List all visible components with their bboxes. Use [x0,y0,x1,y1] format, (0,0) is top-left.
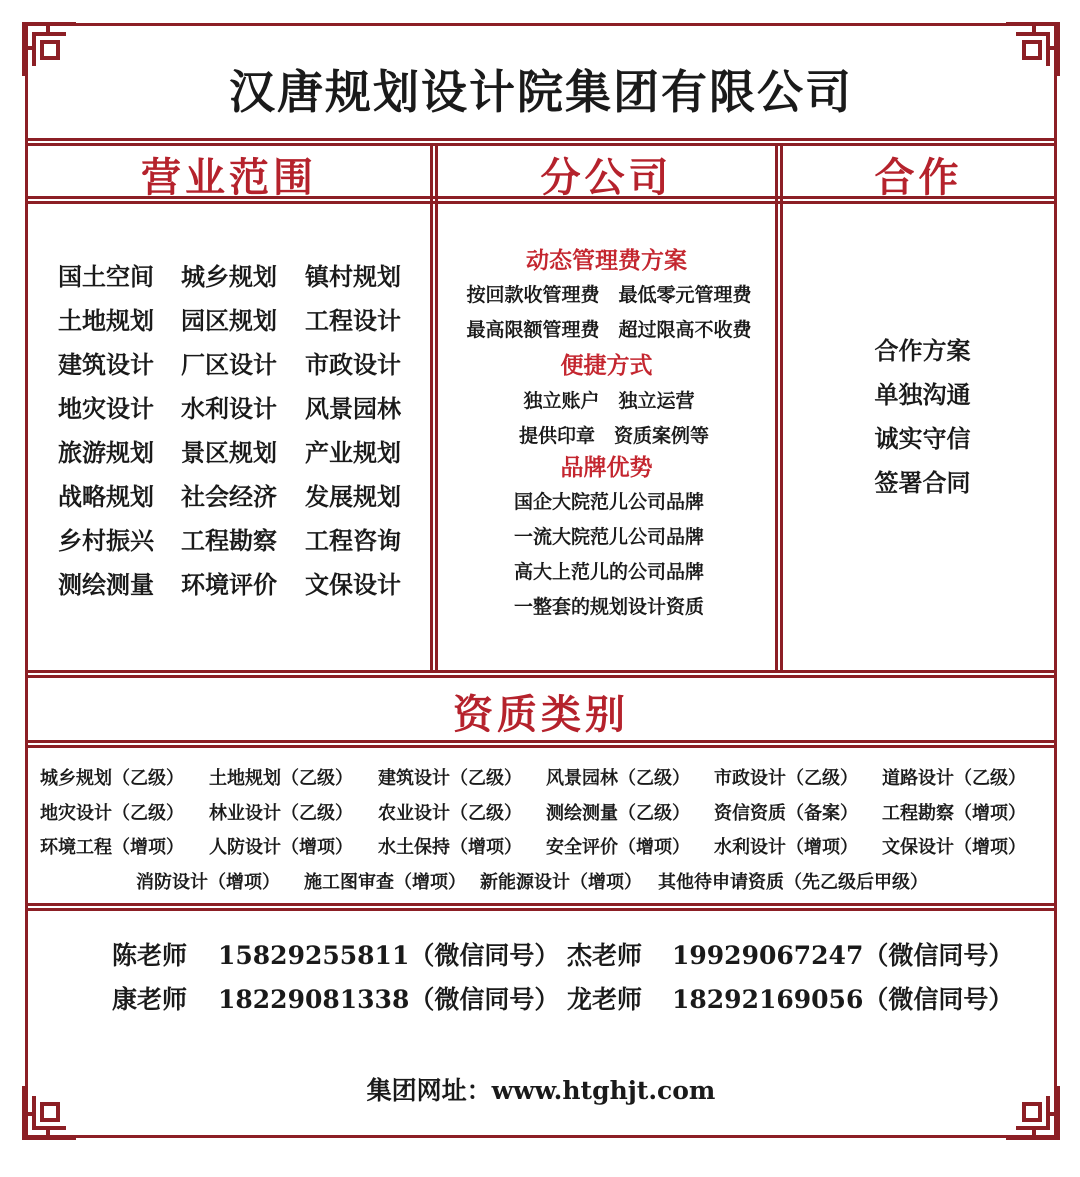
qualification-item: 水土保持（增项） [378,837,522,858]
qualification-item: 新能源设计（增项） [480,872,642,893]
qualification-item: 水利设计（增项） [714,837,858,858]
business-item: 风景园林 [305,395,401,423]
convenience-line: 提供印章 资质案例等 [518,425,709,447]
divider-col2b [780,143,783,670]
convenience-title: 便捷方式 [560,353,653,379]
business-item: 产业规划 [305,439,401,467]
business-item: 厂区设计 [181,351,277,379]
cooperation-item: 合作方案 [874,337,971,365]
business-item: 文保设计 [305,571,401,599]
contact-phone[interactable]: 18292169056（微信同号） [672,985,1014,1014]
qualification-item: 人防设计（增项） [209,837,353,858]
qualification-item: 林业设计（乙级） [209,803,353,824]
qualification-item: 施工图审查（增项） [304,872,466,893]
divider-qual-head2 [25,745,1057,748]
branch-heading: 分公司 [540,155,673,201]
cooperation-item: 诚实守信 [874,425,971,453]
business-item: 环境评价 [181,571,277,599]
business-item: 发展规划 [305,483,401,511]
qualification-item: 建筑设计（乙级） [378,768,522,789]
divider-contact2 [25,908,1057,911]
business-item: 水利设计 [181,395,277,423]
qualifications-heading: 资质类别 [453,692,629,738]
business-scope-heading: 营业范围 [141,155,317,201]
cooperation-heading: 合作 [874,155,963,201]
qualification-item: 资信资质（备案） [714,803,858,824]
business-item: 国土空间 [58,263,154,291]
contact-name: 龙老师 [567,985,643,1014]
business-item: 战略规划 [58,483,154,511]
cooperation-item: 单独沟通 [874,381,971,409]
fee-plan-title: 动态管理费方案 [526,248,687,274]
contact-name: 陈老师 [112,941,188,970]
website-link[interactable]: 集团网址：www.htghjt.com [366,1076,716,1105]
business-item: 乡村振兴 [58,527,154,555]
divider-col1 [430,143,433,670]
cooperation-item: 签署合同 [874,469,971,497]
contact-name: 康老师 [112,985,188,1014]
fee-plan-line: 最高限额管理费 超过限高不收费 [466,319,752,341]
divider-contact [25,903,1057,906]
qualification-item: 城乡规划（乙级） [40,768,184,789]
business-item: 市政设计 [305,351,401,379]
qualification-item: 风景园林（乙级） [546,768,690,789]
qualification-item: 文保设计（增项） [882,837,1026,858]
fee-plan-line: 按回款收管理费 最低零元管理费 [466,284,752,306]
convenience-line: 独立账户 独立运营 [523,390,695,412]
contact-name: 杰老师 [567,941,643,970]
contact-phone[interactable]: 15829255811（微信同号） [218,941,560,970]
business-item: 工程咨询 [305,527,401,555]
business-item: 城乡规划 [181,263,277,291]
business-item: 旅游规划 [58,439,154,467]
qualification-item: 农业设计（乙级） [378,803,522,824]
brand-advantage-title: 品牌优势 [560,455,653,481]
divider-qual-head [25,740,1057,743]
divider-title [25,138,1057,141]
qualification-item: 测绘测量（乙级） [546,803,690,824]
business-item: 景区规划 [181,439,277,467]
business-scope-list [58,262,418,601]
business-item: 测绘测量 [58,571,154,599]
qualification-item: 环境工程（增项） [40,837,184,858]
brand-advantage-line: 一流大院范儿公司品牌 [513,526,704,548]
contact-phone[interactable]: 19929067247（微信同号） [672,941,1014,970]
brand-advantage-line: 国企大院范儿公司品牌 [513,491,704,513]
qualification-item: 其他待申请资质（先乙级后甲级） [658,872,928,893]
brand-advantage-line: 高大上范儿的公司品牌 [513,561,704,583]
contact-phone[interactable]: 18229081338（微信同号） [218,985,560,1014]
company-title: 汉唐规划设计院集团有限公司 [229,65,853,119]
qualification-item: 土地规划（乙级） [209,768,353,789]
qualification-item: 地灾设计（乙级） [40,803,184,824]
qualification-item: 消防设计（增项） [136,872,280,893]
business-item: 镇村规划 [305,263,401,291]
qualification-item: 工程勘察（增项） [882,803,1026,824]
divider-qual-top2 [25,675,1057,678]
business-item: 土地规划 [58,307,154,335]
qualification-item: 道路设计（乙级） [882,768,1026,789]
qualification-item: 安全评价（增项） [546,837,690,858]
business-item: 建筑设计 [58,351,154,379]
qualification-item: 市政设计（乙级） [714,768,858,789]
business-item: 工程设计 [305,307,401,335]
business-item: 园区规划 [181,307,277,335]
brand-advantage-line: 一整套的规划设计资质 [513,596,704,618]
divider-qual-top [25,670,1057,673]
business-item: 社会经济 [181,483,277,511]
business-item: 工程勘察 [181,527,277,555]
business-item: 地灾设计 [58,395,154,423]
